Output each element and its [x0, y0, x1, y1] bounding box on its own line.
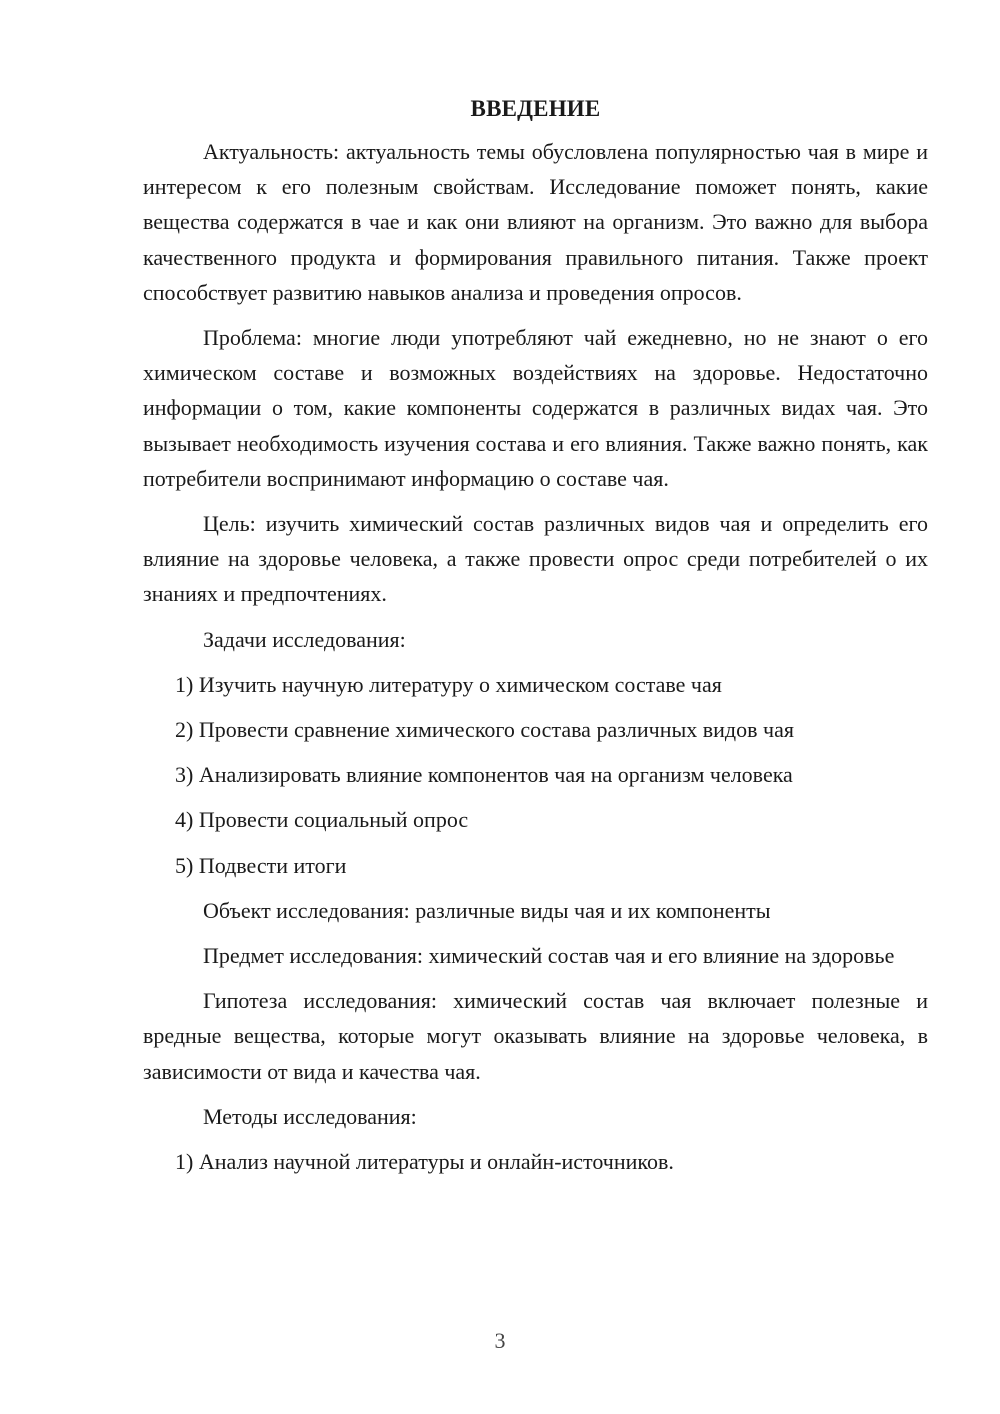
list-item: 3) Анализировать влияние компонентов чая на организм человека	[175, 762, 793, 788]
list-item: 1) Изучить научную литературу о химическом составе чая	[175, 671, 722, 697]
relevance-paragraph: Актуальность: актуальность темы обусловлена популярностью чая в мире и интересом к его полезным свойствам. Исследование поможет понять, какие вещества содержатся в чае и как они влияют на организм. Это важно для выбора качественного продукта и формирования правильного питания. Также проект способствует развитию навыков анализа и проведения опросов.	[143, 139, 928, 305]
list-item: 2) Провести сравнение химического состава различных видов чая	[175, 717, 794, 743]
document-page	[143, 92, 928, 1189]
page-number: 3	[494, 1328, 506, 1353]
problem-paragraph: Проблема: многие люди употребляют чай ежедневно, но не знают о его химическом составе и возможных воздействиях на здоровье. Недостаточно информации о том, какие компоненты содержатся в различных видах чая. Это вызывает необходимость изучения состава и его влияния. Также важно понять, как потребители воспринимают информацию о составе чая.	[143, 325, 928, 491]
object-paragraph: Объект исследования: различные виды чая и их компоненты	[203, 897, 771, 923]
list-item: 5) Подвести итоги	[175, 852, 347, 878]
section-heading: ВВЕДЕНИЕ	[470, 96, 601, 121]
list-item: 4) Провести социальный опрос	[175, 807, 469, 833]
tasks-list	[143, 667, 928, 883]
subject-paragraph: Предмет исследования: химический состав чая и его влияние на здоровье	[203, 943, 895, 969]
tasks-label: Задачи исследования:	[203, 626, 406, 652]
methods-label: Методы исследования:	[203, 1103, 417, 1129]
methods-list	[143, 1144, 928, 1179]
goal-paragraph: Цель: изучить химический состав различных видов чая и определить его влияние на здоровье человека, а также провести опрос среди потребителей о их знаниях и предпочтениях.	[143, 511, 928, 607]
list-item: 1) Анализ научной литературы и онлайн-источников.	[175, 1149, 674, 1175]
hypothesis-paragraph: Гипотеза исследования: химический состав чая включает полезные и вредные вещества, которые могут оказывать влияние на здоровье человека, в зависимости от вида и качества чая.	[143, 988, 928, 1084]
